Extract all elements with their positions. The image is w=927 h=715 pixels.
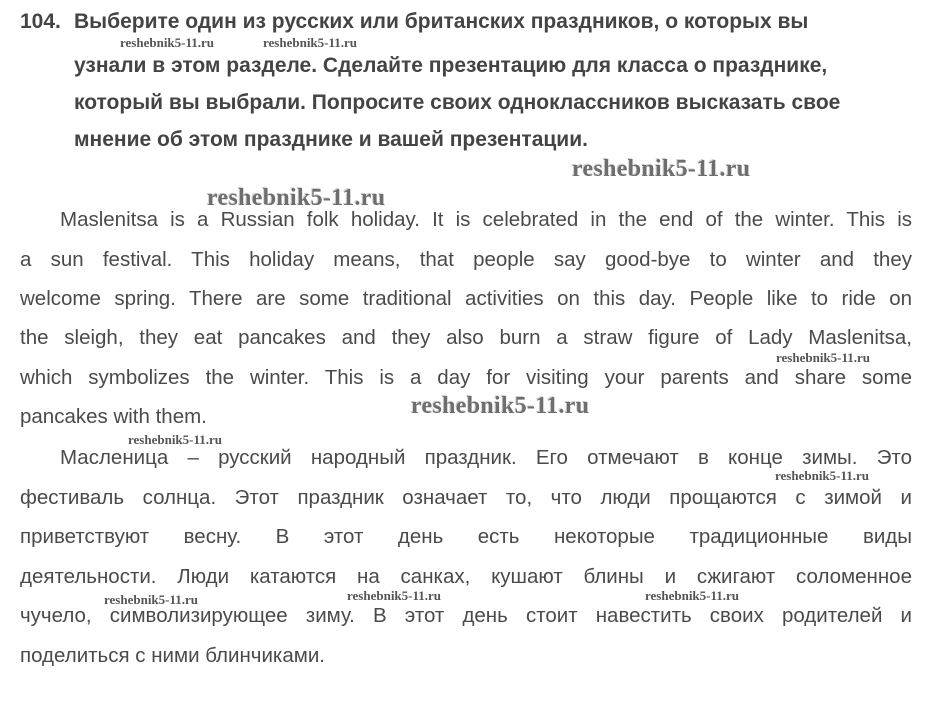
english-paragraph-line-2: a sun festival. This holiday means, that people say good-bye to winter and they: [20, 248, 912, 271]
watermark: reshebnik5-11.ru: [104, 592, 199, 607]
russian-paragraph-line-4: деятельности. Люди катаются на санках, кушают блины и сжигают соломенное: [20, 565, 912, 588]
watermark: reshebnik5-11.ru: [411, 393, 590, 419]
task-text-line-4: мнение об этом празднике и вашей презентации.: [74, 128, 588, 151]
watermark: reshebnik5-11.ru: [207, 185, 386, 211]
watermark: reshebnik5-11.ru: [776, 350, 871, 365]
watermark: reshebnik5-11.ru: [120, 35, 215, 50]
english-paragraph-line-1: Maslenitsa is a Russian folk holiday. It is celebrated in the end of the winter. This is: [60, 208, 912, 231]
task-text-line-1: Выберите один из русских или британских праздников, о которых вы: [74, 10, 809, 33]
watermark: reshebnik5-11.ru: [128, 432, 223, 447]
english-paragraph-line-6: pancakes with them.: [20, 405, 207, 428]
russian-paragraph-line-2: фестиваль солнца. Этот праздник означает то, что люди прощаются с зимой и: [20, 486, 912, 509]
english-paragraph-line-3: welcome spring. There are some traditional activities on this day. People like to ride on: [20, 287, 912, 310]
task-text-line-2: узнали в этом разделе. Сделайте презентацию для класса о празднике,: [74, 54, 828, 77]
watermark: reshebnik5-11.ru: [263, 35, 358, 50]
english-paragraph-line-4: the sleigh, they eat pancakes and they also burn a straw figure of Lady Maslenitsa,: [20, 326, 912, 349]
russian-paragraph-line-3: приветствуют весну. В этот день есть некоторые традиционные виды: [20, 525, 912, 548]
english-paragraph-line-5: which symbolizes the winter. This is a day for visiting your parents and share some: [20, 366, 912, 389]
russian-paragraph-line-6: поделиться с ними блинчиками.: [20, 644, 325, 667]
watermark: reshebnik5-11.ru: [572, 156, 751, 182]
russian-paragraph-line-5: чучело, символизирующее зиму. В этот день стоит навестить своих родителей и: [20, 604, 912, 627]
watermark: reshebnik5-11.ru: [347, 588, 442, 603]
watermark: reshebnik5-11.ru: [645, 588, 740, 603]
russian-paragraph-line-1: Масленица – русский народный праздник. Его отмечают в конце зимы. Это: [60, 446, 912, 469]
watermark: reshebnik5-11.ru: [775, 468, 870, 483]
task-number: 104.: [20, 10, 61, 33]
task-text-line-3: который вы выбрали. Попросите своих одноклассников высказать свое: [74, 91, 841, 114]
